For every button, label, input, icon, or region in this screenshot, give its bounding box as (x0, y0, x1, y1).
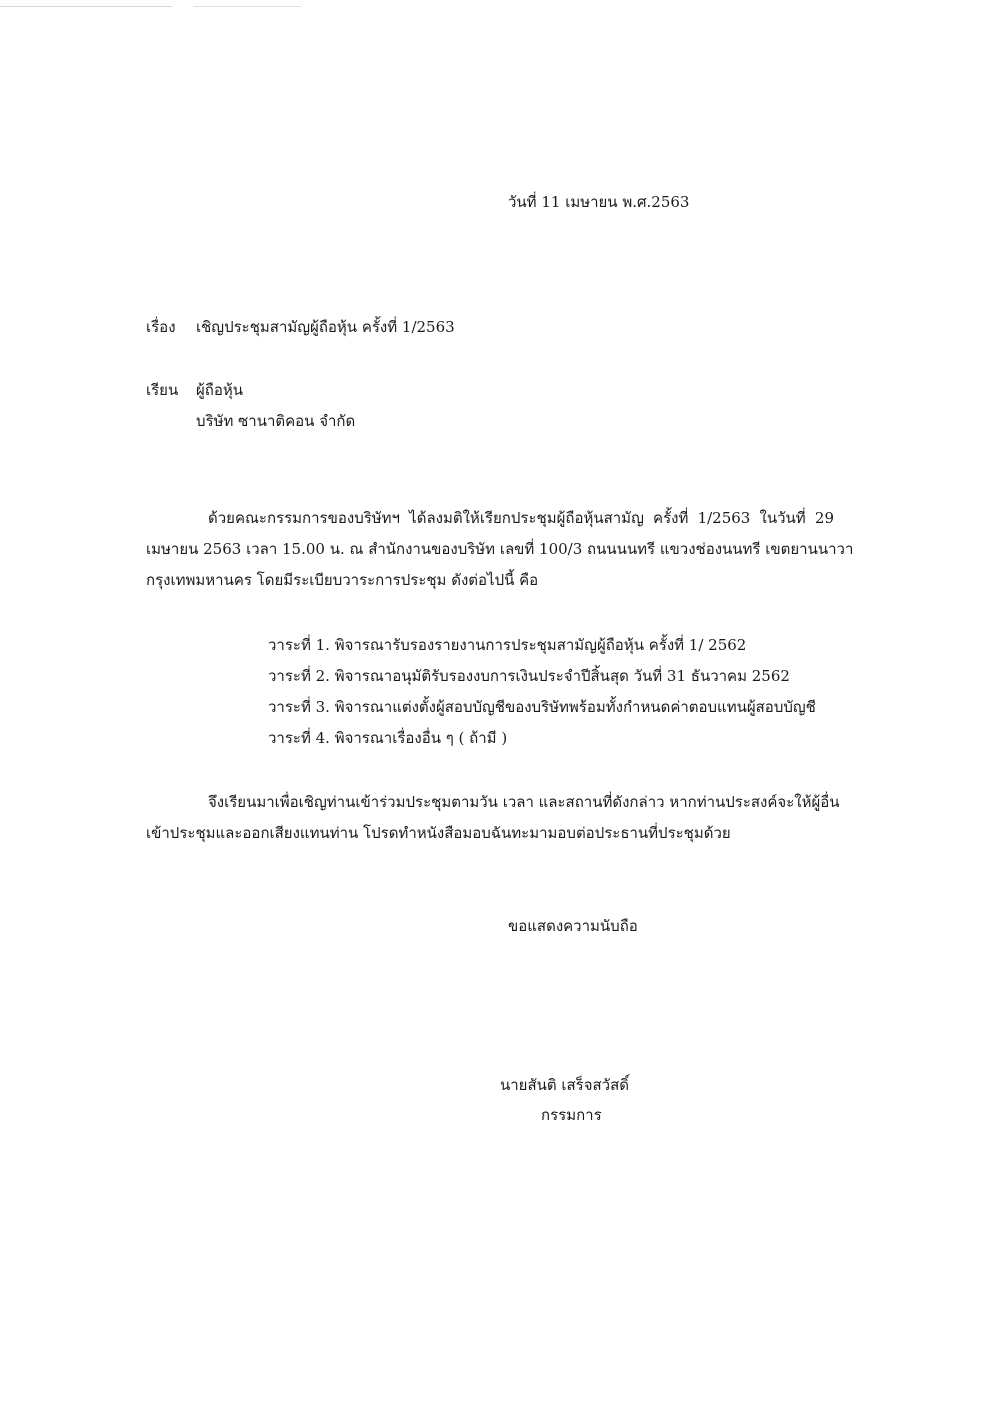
agenda-item: วาระที่ 3. พิจารณาแต่งตั้งผู้สอบบัญชีของบริษัทพร้อมทั้งกำหนดค่าตอบแทนผู้สอบบัญชี (268, 698, 816, 716)
signatory-name: นายสันติ เสร็จสวัสดิ์ (500, 1076, 629, 1094)
intro-paragraph (146, 503, 854, 596)
closing-paragraph (146, 787, 840, 849)
recipient-line-2: บริษัท ซานาติคอน จำกัด (196, 412, 356, 430)
letter-date: วันที่ 11 เมษายน พ.ศ.2563 (508, 193, 690, 211)
agenda-list (268, 630, 816, 754)
subject-text: เชิญประชุมสามัญผู้ถือหุ้น ครั้งที่ 1/2563 (196, 318, 455, 336)
subject-label: เรื่อง (146, 318, 176, 336)
agenda-item: วาระที่ 1. พิจารณารับรองรายงานการประชุมสามัญผู้ถือหุ้น ครั้งที่ 1/ 2562 (268, 636, 747, 654)
recipient-label: เรียน (146, 381, 179, 399)
intro-line: กรุงเทพมหานคร โดยมีระเบียบวาระการประชุม ดังต่อไปนี้ คือ (146, 571, 539, 589)
closing-paragraph-line: เข้าประชุมและออกเสียงแทนท่าน โปรดทำหนังสือมอบฉันทะมามอบต่อประธานที่ประชุมด้วย (146, 824, 731, 842)
agenda-item: วาระที่ 2. พิจารณาอนุมัติรับรองงบการเงินประจำปีสิ้นสุด วันที่ 31 ธันวาคม 2562 (268, 667, 790, 685)
complimentary-close: ขอแสดงความนับถือ (508, 917, 638, 935)
intro-line: เมษายน 2563 เวลา 15.00 น. ณ สำนักงานของบริษัท เลขที่ 100/3 ถนนนนทรี แขวงช่องนนทรี เขตยานนาวา (146, 540, 854, 558)
recipient-line-1: ผู้ถือหุ้น (196, 381, 244, 399)
scan-edge-line (0, 6, 430, 7)
intro-line: ด้วยคณะกรรมการของบริษัทฯ ได้ลงมติให้เรียกประชุมผู้ถือหุ้นสามัญ ครั้งที่ 1/2563 ในวันที่ 29 (208, 509, 834, 527)
signatory-title: กรรมการ (541, 1106, 602, 1124)
closing-paragraph-line: จึงเรียนมาเพื่อเชิญท่านเข้าร่วมประชุมตามวัน เวลา และสถานที่ดังกล่าว หากท่านประสงค์จะให้ผู้อื่น (208, 793, 840, 811)
agenda-item: วาระที่ 4. พิจารณาเรื่องอื่น ๆ ( ถ้ามี ) (268, 729, 508, 747)
